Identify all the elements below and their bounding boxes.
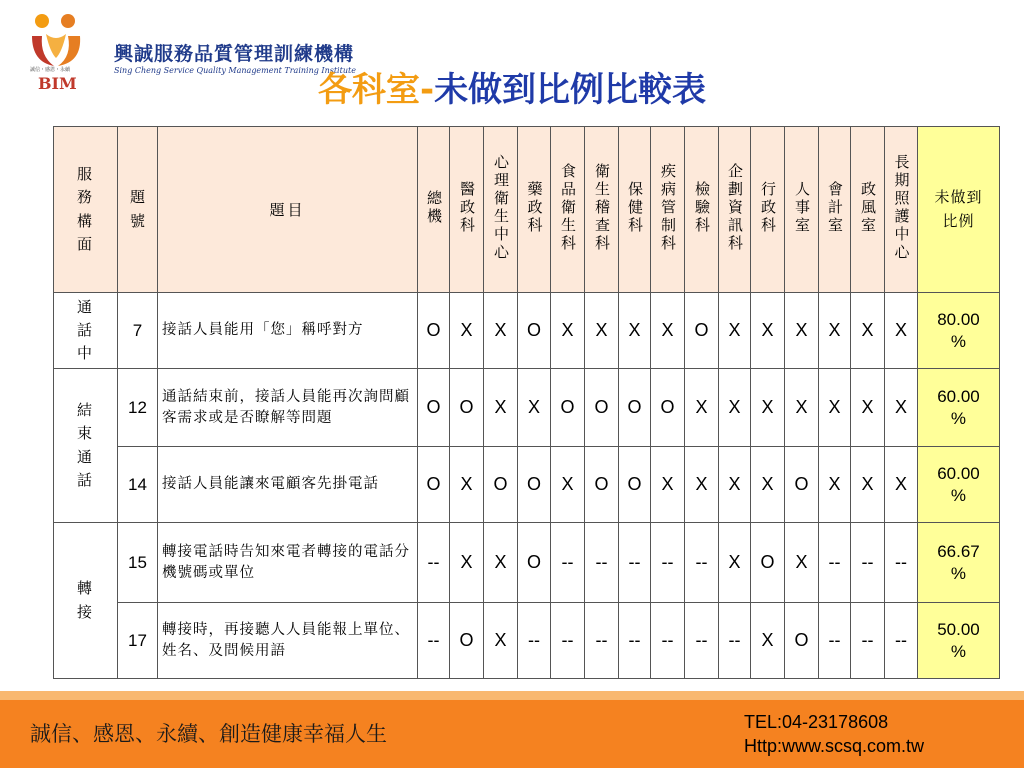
result-mark-cell: X — [651, 293, 685, 369]
result-mark-cell: X — [751, 447, 785, 523]
result-mark-cell: X — [551, 293, 585, 369]
comparison-table — [53, 126, 1000, 679]
result-mark-cell: X — [819, 293, 851, 369]
result-mark-cell: X — [619, 293, 651, 369]
brand-short-name: BIM — [38, 74, 77, 93]
result-mark-cell: X — [685, 369, 719, 447]
header-dept: 食品衛生科 — [551, 127, 585, 293]
result-mark-cell: X — [484, 293, 518, 369]
question-number-cell: 17 — [118, 603, 158, 679]
footer-slogan: 誠信、感恩、永續、創造健康幸福人生 — [30, 722, 387, 746]
result-mark-cell: X — [719, 369, 751, 447]
result-mark-cell: -- — [585, 603, 619, 679]
result-mark-cell: X — [819, 369, 851, 447]
result-mark-cell: -- — [685, 523, 719, 603]
brand-name-english: Sing Cheng Service Quality Management Training Institute — [114, 66, 356, 75]
result-mark-cell: O — [450, 369, 484, 447]
header-dept: 疾病管制科 — [651, 127, 685, 293]
result-mark-cell: X — [484, 603, 518, 679]
result-mark-cell: -- — [819, 603, 851, 679]
result-mark-cell: -- — [619, 603, 651, 679]
header-dept: 政風室 — [851, 127, 885, 293]
question-text-cell: 接話人員能讓來電顧客先掛電話 — [158, 447, 418, 523]
result-mark-cell: O — [651, 369, 685, 447]
result-mark-cell: X — [719, 293, 751, 369]
result-mark-cell: O — [619, 447, 651, 523]
header-dept: 醫政科 — [450, 127, 484, 293]
result-mark-cell: O — [418, 447, 450, 523]
result-mark-cell: X — [851, 447, 885, 523]
title-part-1: 各科室 — [317, 70, 420, 110]
question-number-cell: 7 — [118, 293, 158, 369]
result-mark-cell: -- — [851, 603, 885, 679]
result-mark-cell: X — [851, 369, 885, 447]
result-mark-cell: -- — [719, 603, 751, 679]
result-mark-cell: -- — [518, 603, 551, 679]
result-mark-cell: -- — [551, 523, 585, 603]
result-mark-cell: X — [450, 447, 484, 523]
result-mark-cell: -- — [819, 523, 851, 603]
title-separator: - — [419, 70, 435, 110]
service-aspect-cell: 通話中 — [54, 293, 118, 369]
result-mark-cell: X — [685, 447, 719, 523]
result-mark-cell: O — [585, 369, 619, 447]
result-mark-cell: X — [450, 523, 484, 603]
result-mark-cell: -- — [585, 523, 619, 603]
result-mark-cell: O — [518, 523, 551, 603]
table-row — [54, 523, 1000, 603]
table-body — [54, 293, 1000, 679]
table-header-row — [54, 127, 1000, 293]
header-question-item: 題目 — [158, 127, 418, 293]
result-mark-cell: O — [685, 293, 719, 369]
service-aspect-cell: 結束通話 — [54, 369, 118, 523]
result-mark-cell: X — [751, 603, 785, 679]
page-title — [0, 62, 1024, 111]
result-mark-cell: O — [551, 369, 585, 447]
header-dept: 總機 — [418, 127, 450, 293]
ratio-cell: 80.00 % — [918, 293, 1000, 369]
result-mark-cell: X — [785, 523, 819, 603]
result-mark-cell: O — [450, 603, 484, 679]
header-dept: 長期照護中心 — [885, 127, 918, 293]
header-dept: 行政科 — [751, 127, 785, 293]
brand-name-chinese: 興誠服務品質管理訓練機構 — [114, 43, 355, 65]
result-mark-cell: X — [551, 447, 585, 523]
result-mark-cell: -- — [619, 523, 651, 603]
result-mark-cell: X — [751, 369, 785, 447]
result-mark-cell: -- — [885, 523, 918, 603]
result-mark-cell: X — [885, 447, 918, 523]
footer-website: Http:www.scsq.com.tw — [744, 736, 925, 756]
question-text-cell: 通話結束前，接話人員能再次詢問顧客需求或是否瞭解等問題 — [158, 369, 418, 447]
result-mark-cell: -- — [885, 603, 918, 679]
question-text-cell: 接話人員能用「您」稱呼對方 — [158, 293, 418, 369]
result-mark-cell: -- — [418, 603, 450, 679]
result-mark-cell: X — [484, 523, 518, 603]
result-mark-cell: X — [751, 293, 785, 369]
header-dept: 檢驗科 — [685, 127, 719, 293]
result-mark-cell: -- — [651, 603, 685, 679]
result-mark-cell: O — [418, 369, 450, 447]
result-mark-cell: X — [785, 369, 819, 447]
result-mark-cell: -- — [851, 523, 885, 603]
header-ratio: 未做到比例 — [918, 127, 1000, 293]
result-mark-cell: X — [450, 293, 484, 369]
header-dept: 心理衛生中心 — [484, 127, 518, 293]
footer-contact — [744, 710, 924, 758]
result-mark-cell: X — [885, 369, 918, 447]
result-mark-cell: X — [885, 293, 918, 369]
result-mark-cell: -- — [685, 603, 719, 679]
result-mark-cell: -- — [418, 523, 450, 603]
service-aspect-cell: 轉接 — [54, 523, 118, 679]
question-text-cell: 轉接時，再接聽人人員能報上單位、姓名、及問候用語 — [158, 603, 418, 679]
result-mark-cell: X — [518, 369, 551, 447]
question-number-cell: 12 — [118, 369, 158, 447]
header-dept: 企劃資訊科 — [719, 127, 751, 293]
question-text-cell: 轉接電話時告知來電者轉接的電話分機號碼或單位 — [158, 523, 418, 603]
ratio-cell: 50.00 % — [918, 603, 1000, 679]
result-mark-cell: O — [518, 293, 551, 369]
result-mark-cell: X — [484, 369, 518, 447]
header-dept: 藥政科 — [518, 127, 551, 293]
result-mark-cell: O — [484, 447, 518, 523]
result-mark-cell: -- — [551, 603, 585, 679]
header-question-number: 題號 — [118, 127, 158, 293]
question-number-cell: 15 — [118, 523, 158, 603]
result-mark-cell: O — [785, 447, 819, 523]
table-row — [54, 603, 1000, 679]
header-dept: 會計室 — [819, 127, 851, 293]
result-mark-cell: X — [719, 447, 751, 523]
header-aspect: 服務構面 — [54, 127, 118, 293]
header-dept: 人事室 — [785, 127, 819, 293]
result-mark-cell: O — [418, 293, 450, 369]
header-dept: 保健科 — [619, 127, 651, 293]
footer-stripe — [0, 691, 1024, 700]
ratio-cell: 60.00 % — [918, 447, 1000, 523]
question-number-cell: 14 — [118, 447, 158, 523]
ratio-cell: 60.00 % — [918, 369, 1000, 447]
result-mark-cell: -- — [651, 523, 685, 603]
result-mark-cell: X — [651, 447, 685, 523]
result-mark-cell: X — [585, 293, 619, 369]
result-mark-cell: O — [585, 447, 619, 523]
result-mark-cell: O — [518, 447, 551, 523]
ratio-cell: 66.67 % — [918, 523, 1000, 603]
result-mark-cell: X — [851, 293, 885, 369]
title-part-2: 未做到比例比較表 — [434, 70, 707, 110]
brand-tagline: 誠信・感恩・永續 — [30, 67, 71, 73]
table-row — [54, 293, 1000, 369]
result-mark-cell: X — [719, 523, 751, 603]
result-mark-cell: O — [785, 603, 819, 679]
header-dept: 衛生稽查科 — [585, 127, 619, 293]
table-row — [54, 369, 1000, 447]
result-mark-cell: X — [785, 293, 819, 369]
table-row — [54, 447, 1000, 523]
footer — [0, 700, 1024, 768]
result-mark-cell: X — [819, 447, 851, 523]
footer-telephone: TEL:04-23178608 — [744, 712, 889, 732]
result-mark-cell: O — [751, 523, 785, 603]
result-mark-cell: O — [619, 369, 651, 447]
